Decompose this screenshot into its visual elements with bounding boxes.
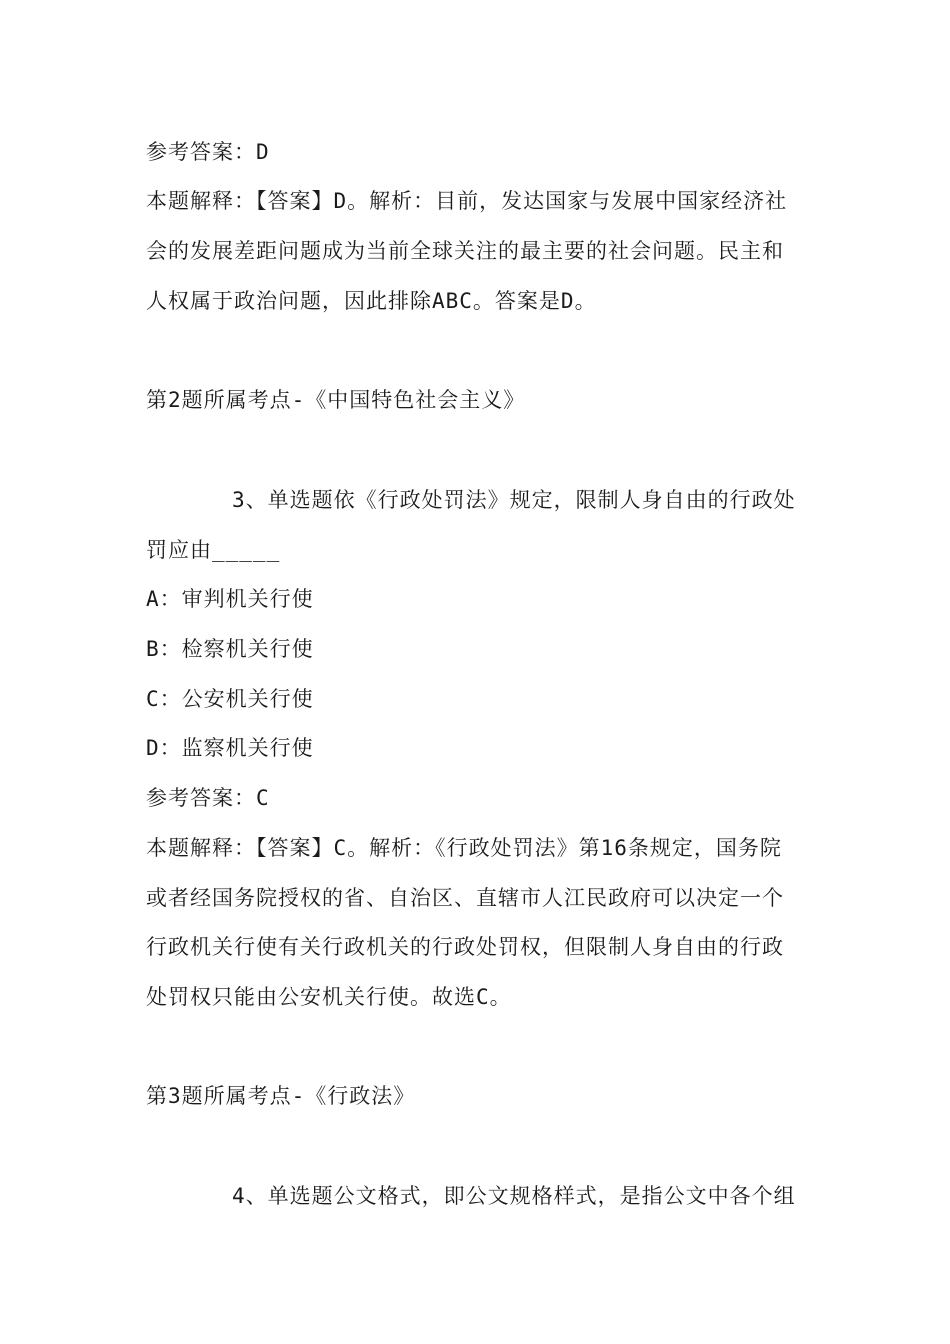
- q3-option-a: A：审判机关行使: [146, 587, 314, 611]
- q2-explanation-line-3: 人权属于政治问题，因此排除ABC。答案是D。: [146, 289, 597, 313]
- q3-explanation-line-2: 或者经国务院授权的省、自治区、直辖市人江民政府可以决定一个: [146, 886, 784, 910]
- q3-option-b: B：检察机关行使: [146, 637, 314, 661]
- q3-question-line-1: 3、单选题依《行政处罚法》规定，限制人身自由的行政处: [232, 488, 796, 512]
- q3-question-line-2: 罚应由_____: [146, 538, 281, 562]
- q3-answer: 参考答案：C: [146, 786, 270, 810]
- q3-explanation-line-3: 行政机关行使有关行政机关的行政处罚权，但限制人身自由的行政: [146, 935, 784, 959]
- q3-explanation-line-4: 处罚权只能由公安机关行使。故选C。: [146, 985, 512, 1009]
- q2-topic: 第2题所属考点-《中国特色社会主义》: [146, 388, 526, 412]
- q3-topic: 第3题所属考点-《行政法》: [146, 1084, 416, 1108]
- q3-option-c: C：公安机关行使: [146, 687, 314, 711]
- q4-question-line-1: 4、单选题公文格式，即公文规格样式，是指公文中各个组: [232, 1184, 796, 1208]
- q2-answer: 参考答案：D: [146, 140, 270, 164]
- q3-option-d: D：监察机关行使: [146, 736, 314, 760]
- q2-explanation-line-2: 会的发展差距问题成为当前全球关注的最主要的社会问题。民主和: [146, 239, 784, 263]
- q2-explanation-line-1: 本题解释：【答案】D。解析：目前，发达国家与发展中国家经济社: [146, 189, 788, 213]
- q3-explanation-line-1: 本题解释：【答案】C。解析：《行政处罚法》第16条规定，国务院: [146, 836, 782, 860]
